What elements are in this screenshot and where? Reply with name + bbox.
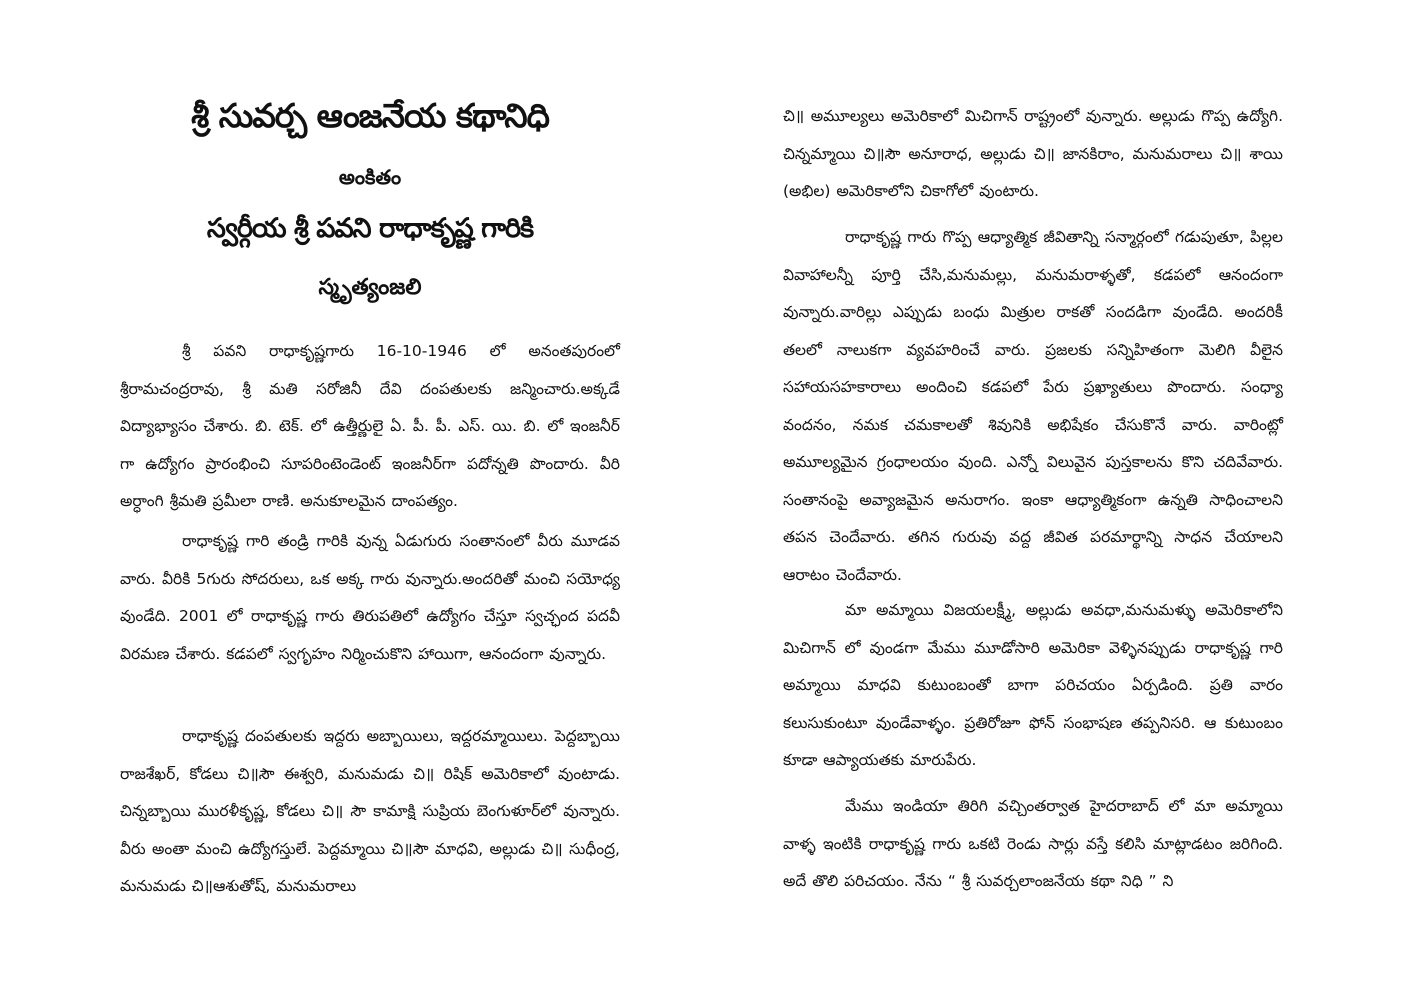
dedication-label: అంకితం	[338, 165, 402, 189]
book-title: శ్రీ సువర్చ ఆంజనేయ కథానిధి	[191, 96, 549, 135]
paragraph-family-background: రాధాకృష్ణ గారి తండ్రి గారికి వున్న ఏడుగురు సంతానంలో వీరు మూడవ వారు. వీరికి 5గురు సోదరులు, ఒక అక్క గారు వున్నారు.అందరితో మంచి సయోధ్య వుండేది. 2001 లో రాధాకృష్ణ గారు తిరుపతిలో ఉద్యోగం చేస్తూ స్వచ్ఛంద పదవీ విరమణ చేశారు. కడపలో స్వగృహం నిర్మించుకొని హాయిగా, ఆనందంగా వున్నారు.	[120, 532, 620, 663]
paragraph-biography: శ్రీ పవని రాధాకృష్ణగారు 16-10-1946 లో అనంతపురంలో శ్రీరామచంద్రరావు, శ్రీ మతి సరోజినీ దేవి దంపతులకు జన్మించారు.అక్కడే విద్యాభ్యాసం చేశారు. బి. టెక్. లో ఉత్తీర్ణులై ఏ. పీ. పీ. ఎస్. యి. బి. లో ఇంజనీర్ గా ఉద్యోగం ప్రారంభించి సూపరింటెండెంట్ ఇంజనీర్‌గా పదోన్నతి పొందారు. వీరి అర్ధాంగి శ్రీమతి ప్రమీలా రాణి. అనుకూలమైన దాంపత్యం.	[120, 342, 620, 510]
paragraph-acquaintance: మా అమ్మాయి విజయలక్ష్మీ, అల్లుడు అవధా,మనుమళ్ళు అమెరికాలోని మిచిగాన్ లో వుండగా మేము మూడోసారి అమెరికా వెళ్ళినప్పుడు రాధాకృష్ణ గారి అమ్మాయి మాధవి కుటుంబంతో బాగా పరిచయం ఏర్పడింది. ప్రతి వారం కలుసుకుంటూ వుండేవాళ్ళం. ప్రతిరోజూ ఫోన్ సంభాషణ తప్పనిసరి. ఆ కుటుంబం కూడా ఆప్యాయతకు మారుపేరు.	[783, 601, 1283, 769]
paragraph-children-continued: చి॥ అమూల్యలు అమెరికాలో మిచిగాన్ రాష్ట్రంలో వున్నారు. అల్లుడు గొప్ప ఉద్యోగి. చిన్నమ్మాయి చి॥సౌ అనూరాధ, అల్లుడు చి॥ జానకిరాం, మనుమరాలు చి॥ శాయి (అభిల) అమెరికాలోని చికాగోలో వుంటారు.	[783, 107, 1283, 200]
honoree-heading: స్వర్గీయ శ్రీ పవని రాధాకృష్ణ గారికి	[206, 213, 534, 244]
paragraph-spiritual-life: రాధాకృష్ణ గారు గొప్ప ఆధ్యాత్మిక జీవితాన్ని సన్మార్గంలో గడుపుతూ, పిల్లల వివాహాలన్నీ పూర్తి చేసి,మనుమల్లు, మనుమరాళ్ళతో, కడపలో ఆనందంగా వున్నారు.వారిల్లు ఎప్పుడు బంధు మిత్రుల రాకతో సందడిగా వుండేది. అందరికీ తలలో నాలుకగా వ్యవహరించే వారు. ప్రజలకు సన్నిహితంగా మెలిగి వీలైన సహాయసహకారాలు అందించి కడపలో పేరు ప్రఖ్యాతులు పొందారు. సంధ్యా వందనం, నమక చమకాలతో శివునికి అభిషేకం చేసుకొనే వారు. వారింట్లో అమూల్యమైన గ్రంధాలయం వుంది. ఎన్నో విలువైన పుస్తకాలను కొని చదివేవారు. సంతానంపై అవ్యాజమైన అనురాగం. ఇంకా ఆధ్యాత్మికంగా ఉన్నతి సాధించాలని తపన చెందేవారు. తగిన గురువు వద్ద జీవిత పరమార్థాన్ని సాధన చేయాలని ఆరాటం చెందేవారు.	[783, 228, 1283, 584]
paragraph-children: రాధాకృష్ణ దంపతులకు ఇద్దరు అబ్బాయిలు, ఇద్దరమ్మాయిలు. పెద్దబ్బాయి రాజశేఖర్, కోడలు చి॥సౌ ఈశ్వరి, మనుమడు చి॥ రిషిక్ అమెరికాలో వుంటాడు. చిన్నబ్బాయి మురళీకృష్ణ, కోడలు చి॥ సౌ కామాక్షి సుప్రియ బెంగుళూర్‌లో వున్నారు. వీరు అంతా మంచి ఉద్యోగస్తులే. పెద్దమ్మాయి చి॥సౌ మాధవి, అల్లుడు చి॥ సుధీంద్ర, మనుమడు చి॥ఆశుతోష్, మనుమరాలు	[120, 727, 620, 895]
tribute-heading: స్మృత్యంజలి	[318, 275, 422, 300]
paragraph-first-meeting: మేము ఇండియా తిరిగి వచ్చింతర్వాత హైదరాబాద్ లో మా అమ్మాయి వాళ్ళ ఇంటికి రాధాకృష్ణ గారు ఒకటి రెండు సార్లు వస్తే కలిసి మాట్లాడటం జరిగింది. అదే తొలి పరిచయం. నేను “ శ్రీ సువర్చలాంజనేయ కథా నిధి ” ని	[783, 797, 1283, 890]
